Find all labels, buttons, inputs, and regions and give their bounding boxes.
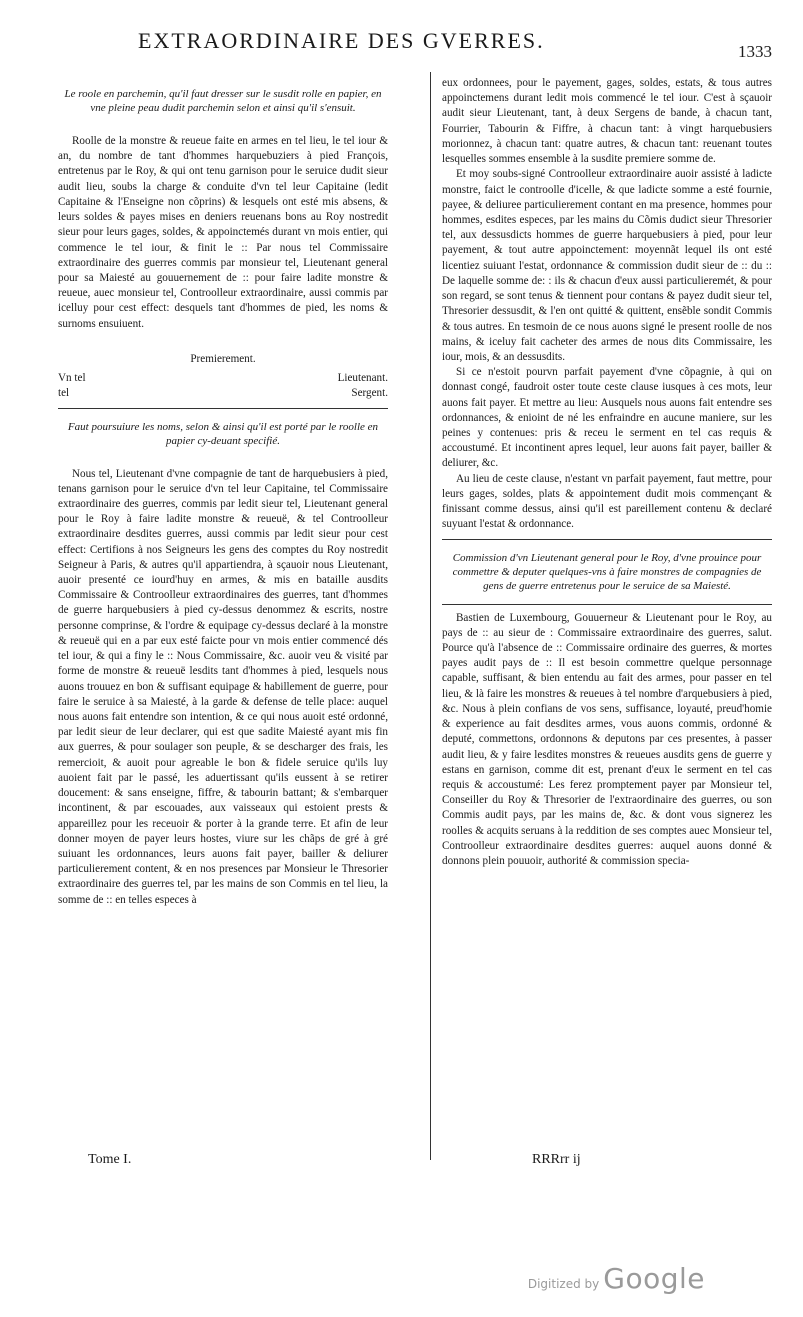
left-paragraph-2: Nous tel, Lieutenant d'vne compagnie de tant de harquebusiers à pied, tenans garnison pour le seruice d'vn tel leur Capitaine, tel Commissaire extraordinaire des guerres, commis par ledit sieur tel, Lieutenant general pour le Roy à faire ladite monstre & reueuë, & tel Controolleur extraordinaire desdites guerres, aussi commis par ledit sieur pour cest effect: Certifions à nos Seigneurs les gens des comptes du Roy nostredit Seigneur à Paris, & autres qu'il appartiendra, à sçauoir nous Lieutenant, auoir presenté ce iourd'huy en armes, & mis en bataille ausdits Commissaire & Controolleur extraordinaires des guerres, tant d'hommes de guerre harquebusiers à pied cy-dessus denommez & escrits, nostre personne comprinse, & l'ordre & equipage cy-dessus declaré à la monstre & reueuë qui en a par eux esté faicte pour vn mois entier commencé dés tel iour, & qui a finy le :: Nous Commissaire, &c. auoir veu & visité par forme de monstre & reueuë lesdits tant d'hommes à pied, lesquels nous auons trouuez en bon & suffisant equipage & habillement de guerre, pour faire le seruice à sa Maiesté, à la garde & defense de telle place: auquel nous auons fait entendre son intention, & ce qui nous auoit esté ordonné, par ledit sieur de leur declarer, qui est que sadite Maiesté ayant mis fin aux guerres, & pour soulager son peuple, & se descharger des frais, les remercioit, & auoit pour agreable le bon & fidele seruice qu'ils luy auoient fait par le passé, les aduertissant qu'ils eussent à se retirer doucement: & sans enseigne, fiffre, & tabourin battant; & s'embarquer incontinent, & par escouades, aux vaisseaux qui estoient prests & appareillez pour les receuoir & porter à la grande terre. Et afin de leur donner moyen de payer leurs hostes, viure sur les chãps de gré à gré suiuant les ordonnances, leurs auons fait payer, bailler & deliurer particulierement content, & en nos presences par Monsieur le Thresorier extraordinaire des guerres tel, par les mains de son Commis en tel lieu, la somme de :: en telles especes à [58,467,388,906]
roster-rank: Sergent. [351,387,388,400]
digitized-watermark [528,1262,705,1295]
left-intro-heading: Le roole en parchemin, qu'il faut dresser sur le susdit rolle en papier, en vne pleine peau dudit parchemin selon et ainsi qu'il s'ensuit. [64,88,382,114]
right-paragraph-1: eux ordonnees, pour le payement, gages, soldes, estats, & tous autres appoinctemens durant ledit mois commencé le tel iour. C'est à sçauoir audit sieur Lieutenant, tant, à deux Sergens de bande, à chacun tant, Fourrier, Tabourin & Fiffre, à chacun tant: à vingt harquebusiers morionnez, à chacun tant: quatre autres, & chacun tant: reuenant toutes lesquelles sommes ensemble à la susdite premiere somme de. [442,77,772,166]
roster-rank: Lieutenant. [337,372,388,385]
running-title: EXTRAORDINAIRE DES GVERRES. [138,28,545,53]
section-divider [58,408,388,409]
roster-name: tel [58,387,70,400]
left-column [58,76,388,908]
book-page [58,0,772,1317]
roster-name: Vn tel [58,372,86,385]
right-paragraph-4: Au lieu de ceste clause, n'estant vn parfait payement, faut mettre, pour leurs gages, soldes, plats & appointement dudit mois commençant & finissant comme dessus, ainsi qu'il est pareillement contenu & declaré suyuant l'estat & ordonnance. [442,472,772,531]
page-number: 1333 [738,42,772,61]
roster-row [58,386,388,401]
roster-row [58,371,388,386]
premierement-heading: Premierement. [190,352,256,365]
right-column [442,76,772,869]
left-paragraph-1: Roolle de la monstre & reueue faite en armes en tel lieu, le tel iour & an, du nombre de tant d'hommes harquebuziers à pied François, entretenus par le Roy, & qui ont tenu garnison pour le seruice dudit sieur audit lieu, soubs la charge & conduite d'vn tel leur Capitaine (ledit Capitaine & l'Enseigne non cõprins) & lesquels ont esté mis absens, & leurs soldes & payes mises en deniers reuenans bons au Roy nostredit sieur pour leurs gages, soldes, & appoinctemés durant vn mois entier, qui commence le tel iour, & finit le :: Par nous tel Commissaire extraordinaire des guerres commis par monsieur tel, Lieutenant general pour sa Maiesté au gouuernement de :: pour faire ladite monstre & reueue, auec monsieur tel, Controolleur extraordinaire, aussi commis par icelluy pour cest effect: desquels tant d'hommes de pied, les noms & surnoms ensuiuent. [58,135,388,330]
google-logo: Google [603,1262,705,1295]
page-header [138,2,772,64]
volume-label: Tome I. [88,1152,132,1167]
commission-heading: Commission d'vn Lieutenant general pour le Roy, d'vne prouince pour commettre & deputer quelques-vns à faire monstres de compagnies de gens de guerre entretenus pour le seruice de sa Maiesté. [452,551,762,592]
section-divider [442,539,772,540]
right-paragraph-5: Bastien de Luxembourg, Gouuerneur & Lieutenant pour le Roy, au pays de :: au sieur de : Commissaire extraordinaire des guerres, salut. Pource qu'à l'absence de :: Commissaire ordinaire des guerres, & mortes payes audit pays de :: Il est besoin commettre quelque personnage capable, suffisant, & bien entendu au fait des armes, pour passer en tel lieu, & là faire les monstres & reueues à tel nombre d'arquebusiers à pied, &c. Nous à plein confians de vos sens, suffisance, loyauté, preud'homie & experience au fait desdites armes, vous auons commis, ordonné & deputé, commettons, ordonnons & deputons par ces presentes, à passer audit lieu, & y faire lesdites monstres & reueues ausdits gens de guerre y estans en garnison, comme dit est, prenant d'eux le serment en tel cas requis & accoustumé: Les ferez promptement payer par Monsieur tel, Conseiller du Roy & Thresorier de l'extraordinaire des guerres, ou son Commis audit pays, par les mains de, &c. & dont vous signerez les roolles & acquits seruans à la reddition de ses comptes auec Monsieur tel, Controolleur extraordinaire desdites guerres: auquel auons donné & donnons plein pouuoir, authorité & commission specia- [442,611,772,868]
right-paragraph-3: Si ce n'estoit pourvn parfait payement d'vne cõpagnie, à qui on donnast congé, faudroit oster toute ceste clause iusques à ces mots, leur auons fait payer. Et mettre au lieu: Ausquels nous auons fait entendre ses ordonnances, & enioint de né les enfraindre en aucune maniere, sur les peines y contenues: pris & receu le serment en tel cas requis & accoustumé. Et incontinent apres lequel, leur auons fait payer, bailler & deliurer, &c. [442,366,772,470]
right-paragraph-2: Et moy soubs-signé Controolleur extraordinaire auoir assisté à ladicte monstre, faict le controolle d'icelle, & que ladicte somme a esté fournie, payee, & deliuree particulierement contant en ma presence, hommes pour hommes, esdites especes, par les mains du Cõmis dudict sieur Thresorier tel, aux dessusdicts hommes de guerre harquebusiers à pied, pour leur payement, & tout autre appoinctement: moyennãt lequel ils ont esté licentiez suiuant l'estat, ordonnance & commission dudit sieur de :: du :: De laquelle somme de: : ils & chacun d'eux aussi particulieremét, & pour son regard, se sont tenus & tiennent pour contans & payez dudit sieur tel, Thresorier dessusdit, & l'en ont quitté & quittent, ensẽble sondit Commis & tous autres. En tesmoin de ce nous auons signé le present roolle de nos mains, & iceluy fait cacheter des armes de nous dits Commissaire, les iour, mois, & an dessusdits. [442,168,772,363]
watermark-prefix: Digitized by [527,1277,600,1291]
left-italic-note: Faut poursuiure les noms, selon & ainsi qu'il est porté par le roolle en papier cy-deuant specifié. [67,420,379,447]
signature-mark: RRRrr ij [532,1152,581,1167]
column-divider [430,72,431,1160]
section-divider [442,604,772,605]
